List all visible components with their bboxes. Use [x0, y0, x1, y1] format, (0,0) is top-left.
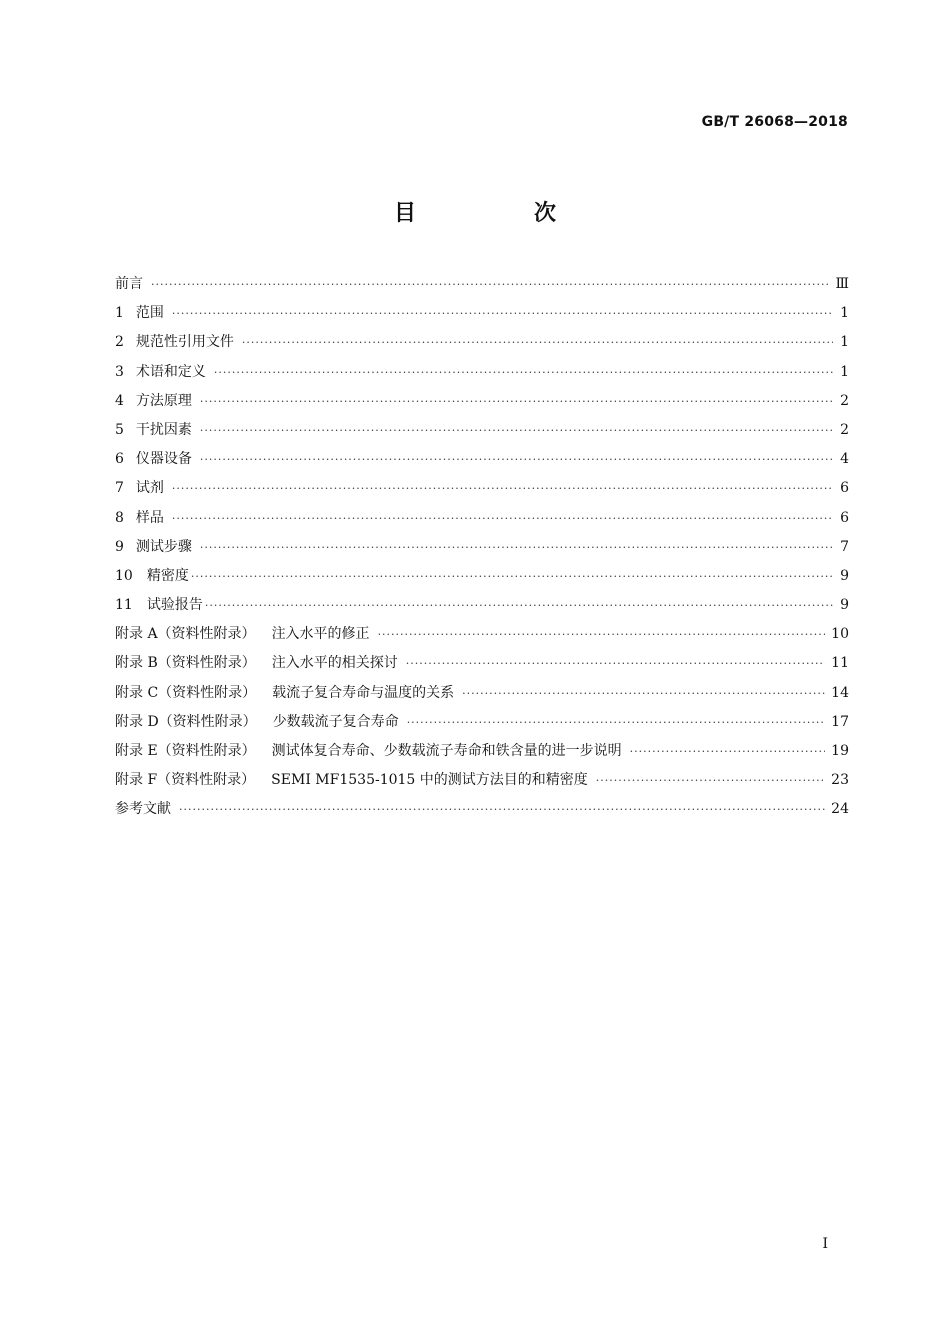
- toc-entry-label: 范围: [135, 305, 164, 322]
- toc-entry-page: 11: [831, 655, 849, 672]
- toc-entry-page: 14: [831, 684, 849, 701]
- toc-entry-appendix-d[interactable]: [115, 708, 849, 737]
- toc-dot-leader: [462, 679, 825, 708]
- toc-entry-number: 2: [115, 334, 124, 351]
- toc-entry-11[interactable]: [115, 591, 849, 620]
- toc-dot-leader: [151, 270, 829, 299]
- toc-dot-leader: [179, 795, 825, 824]
- toc-dot-leader: [200, 387, 833, 416]
- toc-appendix-prefix: 附录 B（资料性附录）: [115, 655, 256, 672]
- toc-entry-label: 试剂: [135, 480, 164, 497]
- toc-entry-8[interactable]: [115, 504, 849, 533]
- toc-entry-2[interactable]: [115, 328, 849, 357]
- toc-dot-leader: [214, 358, 833, 387]
- toc-appendix-prefix: 附录 A（资料性附录）: [115, 626, 256, 643]
- toc-entry-appendix-c[interactable]: [115, 679, 849, 708]
- table-of-contents: [115, 270, 849, 825]
- toc-entry-number: 6: [115, 451, 124, 468]
- toc-appendix-prefix: 附录 F（资料性附录）: [115, 772, 256, 789]
- toc-entry-appendix-a[interactable]: [115, 620, 849, 649]
- toc-entry-references[interactable]: [115, 795, 849, 824]
- toc-dot-leader: [172, 504, 833, 533]
- toc-entry-label: 术语和定义: [135, 363, 206, 380]
- toc-entry-label: 测试体复合寿命、少数载流子寿命和铁含量的进一步说明: [271, 743, 622, 759]
- toc-entry-appendix-e[interactable]: [115, 737, 849, 766]
- toc-entry-label: 干扰因素: [135, 421, 192, 438]
- toc-dot-leader: [407, 708, 825, 737]
- toc-entry-page: 23: [831, 772, 849, 789]
- toc-entry-number: 7: [115, 480, 124, 497]
- toc-dot-leader: [205, 591, 833, 620]
- toc-entry-page: 9: [840, 567, 849, 584]
- toc-entry-number: 5: [115, 421, 124, 438]
- toc-appendix-prefix: 附录 D（资料性附录）: [115, 713, 257, 730]
- toc-dot-leader: [406, 649, 825, 678]
- toc-entry-label: 仪器设备: [135, 451, 192, 468]
- toc-entry-appendix-f[interactable]: [115, 766, 849, 795]
- toc-entry-number: 10: [115, 567, 133, 584]
- toc-dot-leader: [630, 737, 826, 766]
- toc-entry-label: 参考文献: [115, 801, 171, 818]
- page-title: 目 次: [393, 201, 604, 226]
- toc-dot-leader: [172, 474, 833, 503]
- toc-entry-3[interactable]: [115, 358, 849, 387]
- toc-entry-number: 11: [115, 597, 133, 614]
- toc-entry-9[interactable]: [115, 533, 849, 562]
- toc-entry-page: 17: [831, 713, 849, 730]
- toc-entry-label: 少数载流子复合寿命: [272, 713, 399, 730]
- toc-entry-label: 方法原理: [135, 392, 192, 409]
- toc-entry-page: 6: [840, 480, 849, 497]
- toc-entry-number: 1: [115, 305, 124, 322]
- toc-entry-page: 6: [840, 509, 849, 526]
- toc-entry-label: 规范性引用文件: [135, 334, 234, 351]
- toc-appendix-prefix: 附录 E（资料性附录）: [115, 743, 256, 759]
- toc-entry-page: 2: [840, 421, 849, 438]
- toc-entry-page: 1: [840, 305, 849, 322]
- toc-entry-page: 10: [831, 626, 849, 643]
- toc-entry-page: 1: [840, 363, 849, 380]
- toc-entry-page: 4: [840, 451, 849, 468]
- toc-entry-label: SEMI MF1535-1015 中的测试方法目的和精密度: [271, 772, 588, 789]
- toc-dot-leader: [378, 620, 826, 649]
- toc-entry-label: 测试步骤: [135, 538, 192, 555]
- toc-entry-4[interactable]: [115, 387, 849, 416]
- toc-entry-label: 注入水平的修正: [271, 626, 370, 643]
- toc-entry-10[interactable]: [115, 562, 849, 591]
- toc-entry-5[interactable]: [115, 416, 849, 445]
- toc-dot-leader: [172, 299, 833, 328]
- toc-dot-leader: [191, 562, 833, 591]
- toc-entry-7[interactable]: [115, 474, 849, 503]
- toc-entry-page: 7: [840, 538, 849, 555]
- toc-dot-leader: [200, 416, 833, 445]
- page-number: I: [822, 1236, 828, 1252]
- toc-entry-number: 9: [115, 538, 124, 555]
- toc-entry-number: 3: [115, 363, 124, 380]
- toc-entry-page: 9: [840, 597, 849, 614]
- toc-entry-foreword[interactable]: [115, 270, 849, 299]
- toc-entry-label: 前言: [115, 276, 143, 292]
- toc-entry-label: 注入水平的相关探讨: [271, 655, 398, 672]
- toc-entry-page: 24: [831, 801, 849, 818]
- toc-entry-1[interactable]: [115, 299, 849, 328]
- toc-entry-number: 4: [115, 392, 124, 409]
- toc-entry-appendix-b[interactable]: [115, 649, 849, 678]
- toc-dot-leader: [596, 766, 825, 795]
- toc-entry-label: 载流子复合寿命与温度的关系: [272, 684, 455, 701]
- toc-entry-label: 试验报告: [146, 597, 203, 614]
- toc-appendix-prefix: 附录 C（资料性附录）: [115, 684, 257, 701]
- toc-entry-page: 2: [840, 392, 849, 409]
- toc-dot-leader: [200, 533, 833, 562]
- toc-entry-page: 19: [831, 743, 849, 759]
- toc-entry-label: 精密度: [146, 567, 189, 584]
- standard-code: GB/T 26068—2018: [701, 114, 848, 130]
- toc-entry-label: 样品: [135, 509, 164, 526]
- toc-entry-page: 1: [840, 334, 849, 351]
- toc-entry-number: 8: [115, 509, 124, 526]
- toc-dot-leader: [200, 445, 833, 474]
- toc-entry-6[interactable]: [115, 445, 849, 474]
- toc-dot-leader: [242, 328, 833, 357]
- toc-entry-page: Ⅲ: [835, 276, 849, 292]
